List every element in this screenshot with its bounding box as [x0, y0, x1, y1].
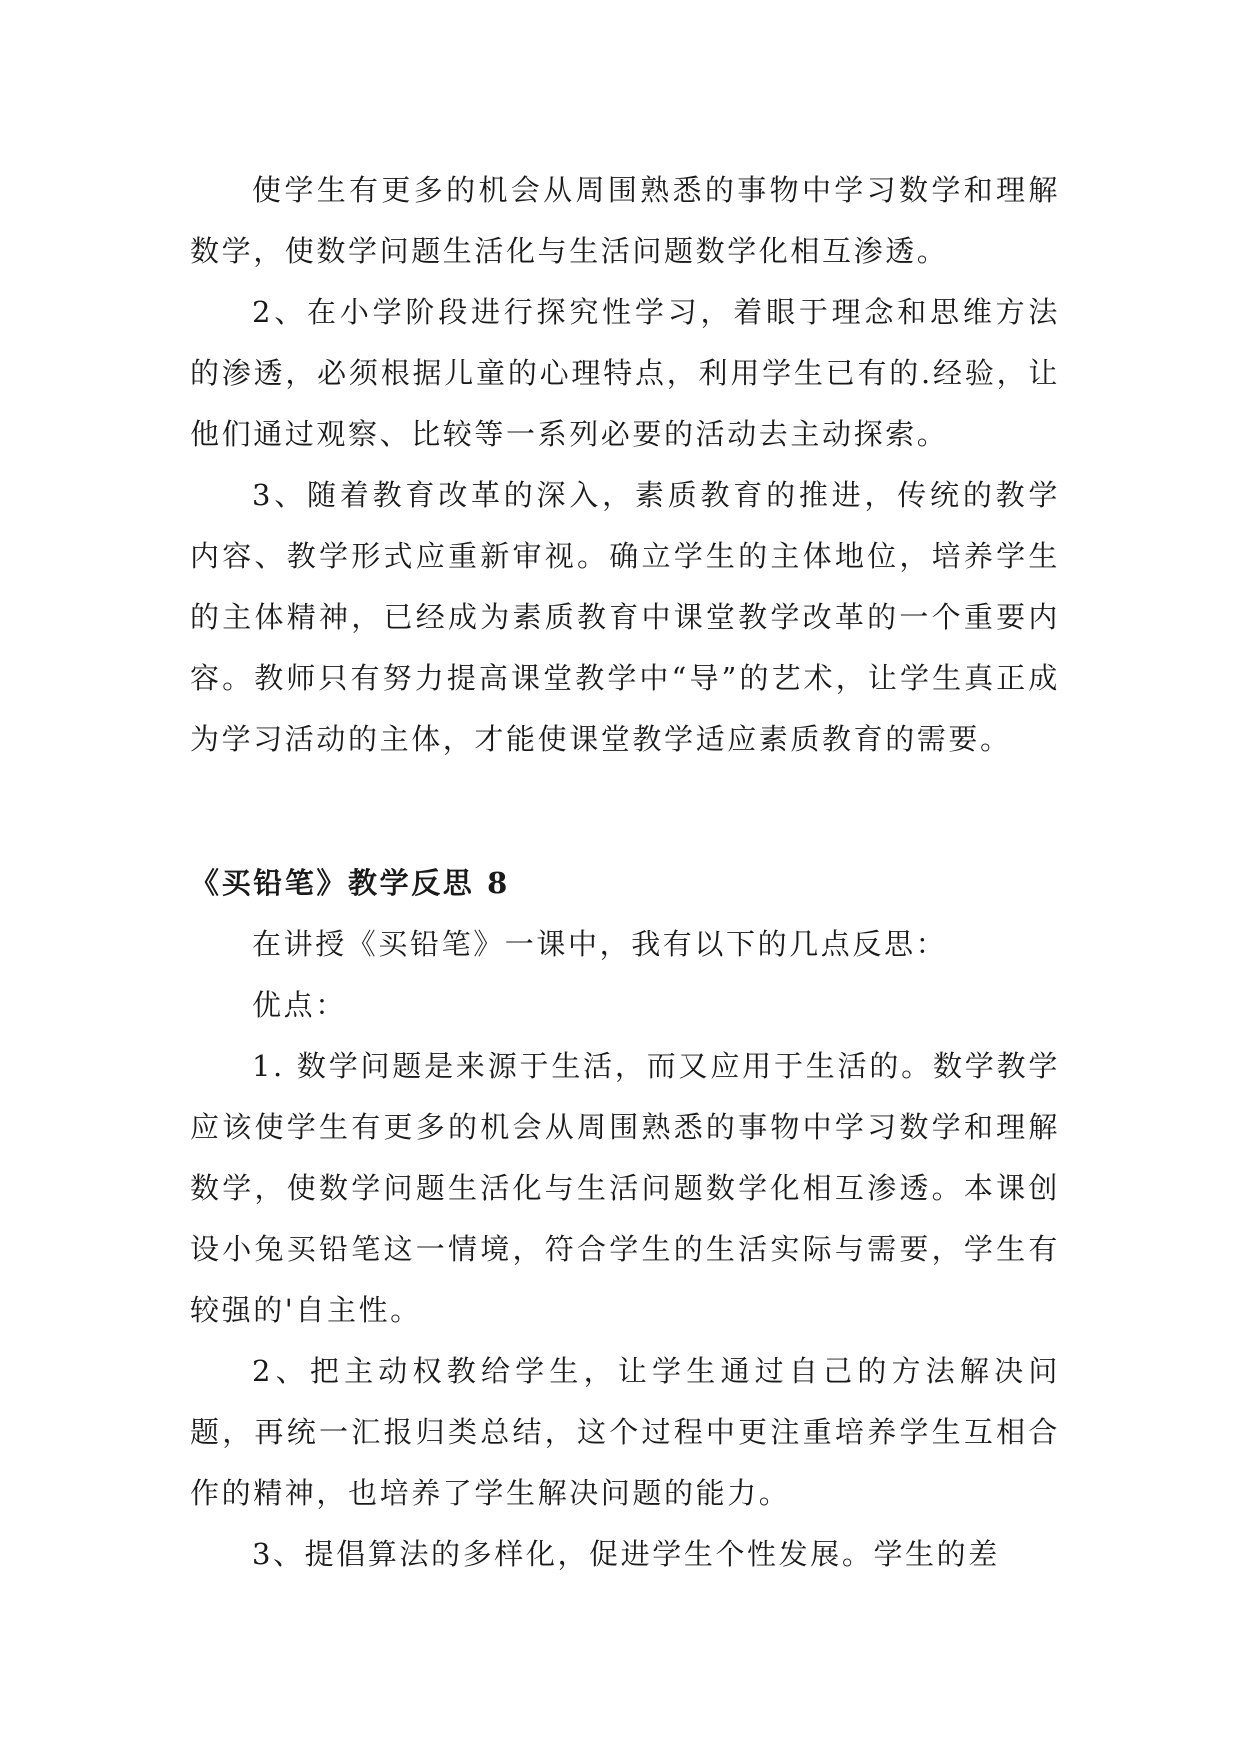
section-heading: 《买铅笔》教学反思 8 — [190, 866, 510, 900]
paragraph-point-3: 3、随着教育改革的深入，素质教育的推进，传统的教学内容、教学形式应重新审视。确立学生的主体地位，培养学生的主体精神，已经成为素质教育中课堂教学改革的一个重要内容。教师只有努力提高课堂教学中“导”的艺术，让学生真正成为学习活动的主体，才能使课堂教学适应素质教育的需要。 — [190, 478, 1060, 756]
paragraph-point-2: 2、在小学阶段进行探究性学习，着眼于理念和思维方法的渗透，必须根据儿童的心理特点，利用学生已有的.经验，让他们通过观察、比较等一系列必要的活动去主动探索。 — [190, 295, 1060, 451]
paragraph-continuation: 使学生有更多的机会从周围熟悉的事物中学习数学和理解数学，使数学问题生活化与生活问题数学化相互渗透。 — [190, 173, 1060, 268]
paragraph-advantage-1: 1. 数学问题是来源于生活，而又应用于生活的。数学教学应该使学生有更多的机会从周围熟悉的事物中学习数学和理解数学，使数学问题生活化与生活问题数学化相互渗透。本课创设小兔买铅笔这一情境，符合学生的生活实际与需要，学生有较强的'自主性。 — [190, 1049, 1060, 1327]
paragraph-advantage-2: 2、把主动权教给学生，让学生通过自己的方法解决问题，再统一汇报归类总结，这个过程中更注重培养学生互相合作的精神，也培养了学生解决问题的能力。 — [190, 1354, 1060, 1510]
paragraph-advantage-3: 3、提倡算法的多样化，促进学生个性发展。学生的差 — [252, 1537, 1000, 1571]
paragraph-advantages-label: 优点： — [252, 988, 347, 1022]
paragraph-intro: 在讲授《买铅笔》一课中，我有以下的几点反思： — [252, 927, 948, 961]
